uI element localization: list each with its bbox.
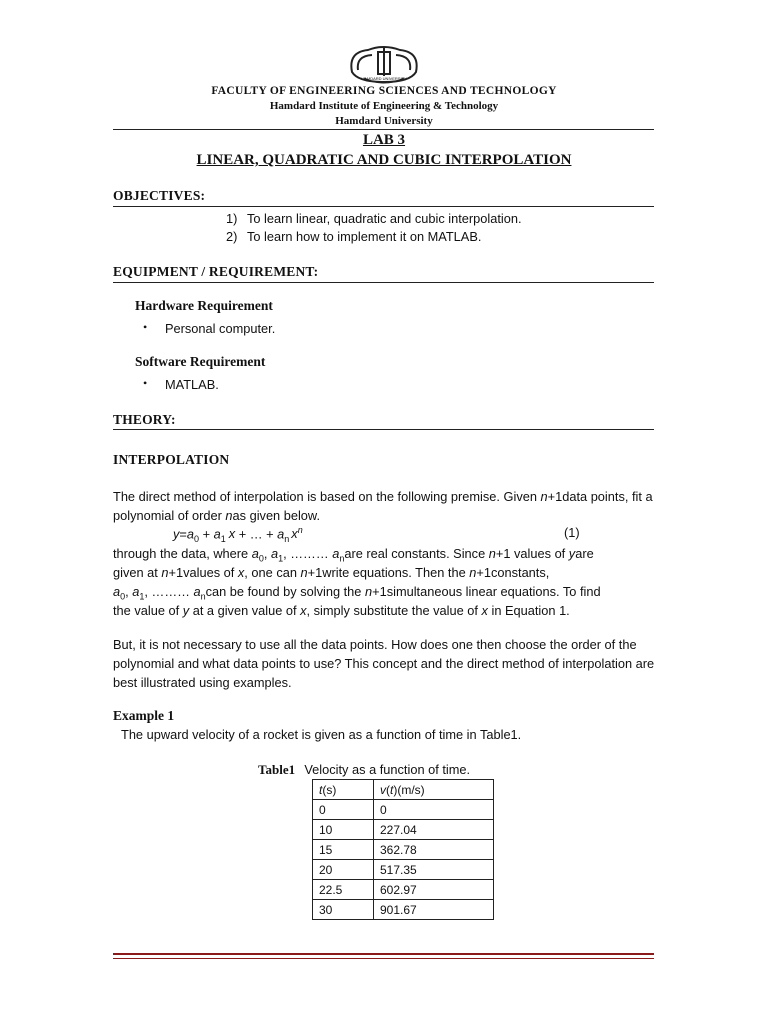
table-caption-text: Velocity as a function of time.	[304, 762, 471, 777]
table-row	[313, 800, 494, 820]
software-heading: Software Requirement	[135, 354, 266, 369]
theory-rule	[113, 429, 654, 430]
table-caption	[258, 762, 470, 778]
theory-paragraph-3: But, it is not necessary to use all the data points. How does one then choose the order of the polynomial and what data points to use? This concept and the direct method of interpolation are best illustrated using examples.	[113, 637, 655, 690]
theory-paragraph-2-line-2: given at n+1values of x, one can n+1write equations. Then the n+1constants,	[113, 565, 550, 580]
equation-1: $y=a_0 + a_1$ x + … + $a_n$ $x^n$	[173, 525, 303, 544]
objectives-rule	[113, 206, 654, 207]
table-row	[313, 860, 494, 880]
table-cell: 0	[313, 800, 374, 820]
lab-title: LINEAR, QUADRATIC AND CUBIC INTERPOLATION	[196, 152, 572, 168]
objective-item	[226, 229, 481, 244]
theory-paragraph-2-line-4: the value of y at a given value of x, simply substitute the value of x in Equation 1.	[113, 603, 570, 618]
table-label: Table1	[258, 762, 296, 777]
table-cell: 602.97	[374, 880, 494, 900]
faculty-name: FACULTY OF ENGINEERING SCIENCES AND TECHNOLOGY	[211, 85, 557, 97]
example-heading: Example 1	[113, 708, 175, 723]
table-cell: 362.78	[374, 840, 494, 860]
table-header-cell: t(s)	[313, 780, 374, 800]
table-row	[313, 900, 494, 920]
objective-text: To learn linear, quadratic and cubic interpolation.	[246, 211, 522, 226]
objective-number: 1)	[226, 211, 238, 226]
table-cell: 20	[313, 860, 374, 880]
objective-number: 2)	[226, 229, 238, 244]
table-header-cell: v(t)(m/s)	[374, 780, 494, 800]
institute-name: Hamdard Institute of Engineering & Technology	[269, 100, 499, 112]
interpolation-heading: INTERPOLATION	[113, 452, 230, 467]
equation-number: (1)	[564, 525, 580, 540]
velocity-table	[312, 779, 494, 920]
university-logo	[344, 42, 424, 88]
bullet-icon: •	[143, 320, 148, 334]
table-row	[313, 880, 494, 900]
equipment-heading: EQUIPMENT / REQUIREMENT:	[113, 264, 319, 279]
software-item: MATLAB.	[165, 377, 219, 392]
hardware-heading: Hardware Requirement	[135, 298, 273, 313]
table-cell: 10	[313, 820, 374, 840]
footer-rule	[113, 953, 654, 959]
objective-item	[226, 211, 522, 226]
table-cell: 901.67	[374, 900, 494, 920]
university-name: Hamdard University	[335, 115, 433, 127]
bullet-icon: •	[143, 376, 148, 390]
table-row	[313, 840, 494, 860]
theory-paragraph-2-line-1: through the data, where $a_0$, $a_1$, ……… $a_nare$ real constants. Since n+1 values of yare	[113, 546, 594, 564]
table-header-row	[313, 780, 494, 800]
table-row	[313, 820, 494, 840]
theory-heading: THEORY:	[113, 412, 176, 427]
table-cell: 0	[374, 800, 494, 820]
table-cell: 227.04	[374, 820, 494, 840]
logo-text: HAMDARD UNIVERSITY	[361, 76, 407, 81]
table-cell: 15	[313, 840, 374, 860]
example-text: The upward velocity of a rocket is given as a function of time in Table1.	[121, 727, 522, 742]
table-cell: 517.35	[374, 860, 494, 880]
objectives-heading: OBJECTIVES:	[113, 188, 206, 203]
theory-paragraph-2-line-3: $a_0$, $a_1$, ……… $a_ncan$ be found by solving the n+1simultaneous linear equations. To find	[113, 584, 601, 602]
equipment-rule	[113, 282, 654, 283]
objective-text: To learn how to implement it on MATLAB.	[246, 229, 482, 244]
table-cell: 30	[313, 900, 374, 920]
lab-number: LAB 3	[362, 132, 406, 148]
table-cell: 22.5	[313, 880, 374, 900]
header-rule	[113, 129, 654, 130]
hardware-item: Personal computer.	[165, 321, 276, 336]
theory-paragraph-1: The direct method of interpolation is based on the following premise. Given n+1data points, fit a polynomial of order nas given below.	[113, 489, 653, 523]
